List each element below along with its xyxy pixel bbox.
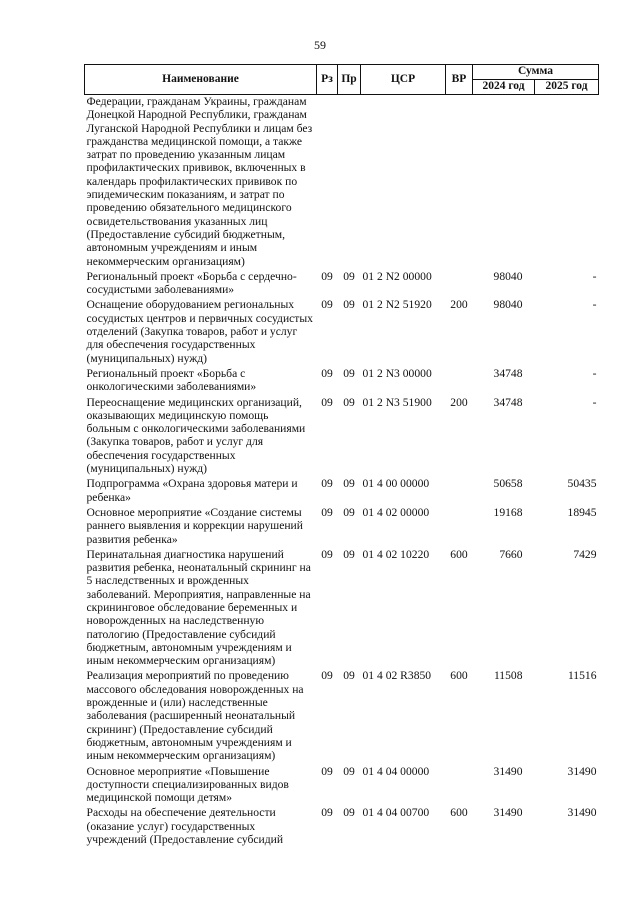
row-name: Оснащение оборудованием региональных сосудистых центров и первичных сосудистых отделений (Закупка товаров, работ и услуг для обеспечения государственных (муниципальных) нужд) [86, 298, 313, 365]
row-pr: 09 [343, 764, 355, 778]
row-name: Реализация мероприятий по проведению массового обследования новорожденных на врожденные и (или) наследственные заболевания (расширенный неонатальный скрининг) (Предоставление субсидий бюджетным, автономным учреждениям и иным некоммерческим организациям) [86, 669, 304, 763]
row-name: Основное мероприятие «Создание системы раннего выявления и коррекции нарушений развития ребенка» [86, 505, 303, 546]
row-rz: 09 [321, 477, 333, 491]
row-csr: 01 2 N3 51900 [362, 395, 432, 409]
header-sum: Сумма [473, 65, 599, 80]
row-csr: 01 4 00 00000 [362, 477, 430, 491]
row-name: Подпрограмма «Охрана здоровья матери и ребенка» [86, 477, 298, 504]
row-csr: 01 2 N2 00000 [362, 269, 432, 283]
row-csr: 01 2 N3 00000 [362, 366, 432, 380]
row-pr: 09 [343, 395, 355, 409]
header-name: Наименование [85, 65, 317, 95]
header-2025: 2025 год [535, 80, 599, 95]
row-sum-2024: 19168 [493, 505, 523, 519]
row-pr: 09 [343, 547, 355, 561]
row-sum-2024: 7660 [499, 547, 523, 561]
row-name: Перинатальная диагностика нарушений развития ребенка, неонатальный скрининг на 5 наследственных и врожденных заболеваний. Мероприятия, направленные на скрининговое обследование беременных и новорожденных на наследственную патологию (Предоставление субсидий бюджетным, автономным учреждениям и иным некоммерческим организациям) [86, 547, 311, 668]
row-pr [338, 95, 361, 270]
row-vr: 200 [450, 395, 468, 409]
row-pr: 09 [343, 477, 355, 491]
row-vr [446, 95, 473, 270]
row-csr: 01 2 N2 51920 [362, 298, 432, 312]
row-rz: 09 [321, 764, 333, 778]
header-csr: ЦСР [361, 65, 446, 95]
header-2024: 2024 год [473, 80, 535, 95]
budget-table [84, 64, 599, 848]
row-sum-2025: 50435 [567, 477, 597, 491]
table-header [85, 65, 599, 95]
row-vr: 600 [450, 669, 468, 683]
row-sum-2025 [535, 95, 599, 270]
row-name: Региональный проект «Борьба с онкологическими заболеваниями» [86, 366, 257, 394]
row-rz: 09 [321, 806, 333, 820]
table-row [85, 806, 599, 848]
row-rz: 09 [321, 298, 333, 312]
row-sum-2025: - [592, 395, 597, 409]
table-row [85, 270, 599, 299]
row-csr: 01 4 04 00700 [362, 806, 430, 820]
row-csr: 01 4 02 R3850 [362, 669, 432, 683]
row-sum-2024: 98040 [493, 298, 523, 312]
row-vr [446, 765, 473, 807]
row-pr: 09 [343, 366, 355, 380]
row-name: Региональный проект «Борьба с сердечно-сосудистыми заболеваниями» [86, 269, 297, 297]
row-pr: 09 [343, 806, 355, 820]
row-pr: 09 [343, 669, 355, 683]
page-number: 59 [314, 38, 326, 52]
row-vr [446, 367, 473, 396]
row-rz: 09 [321, 269, 333, 283]
row-sum-2025: 11516 [567, 669, 597, 683]
row-name: Переоснащение медицинских организаций, оказывающих медицинскую помощь больным с онкологическими заболеваниями (Закупка товаров, работ и услуг для обеспечения государственных (муниципальных) нужд) [86, 395, 306, 476]
row-name: Основное мероприятие «Повышение доступности специализированных видов медицинской помощи детям» [86, 764, 289, 805]
row-pr: 09 [343, 298, 355, 312]
row-sum-2024: 31490 [493, 764, 523, 778]
table-row [85, 506, 599, 548]
row-pr: 09 [343, 505, 355, 519]
table-row [85, 95, 599, 270]
row-sum-2024: 98040 [493, 269, 523, 283]
table-row [85, 548, 599, 670]
row-rz: 09 [321, 395, 333, 409]
row-vr [446, 477, 473, 506]
row-sum-2025: 18945 [567, 505, 597, 519]
row-sum-2024: 34748 [493, 395, 523, 409]
row-name: Расходы на обеспечение деятельности (оказание услуг) государственных учреждений (Предоставление субсидий [86, 806, 284, 847]
header-rz: Рз [317, 65, 338, 95]
row-sum-2024: 11508 [493, 669, 523, 683]
row-vr: 600 [450, 806, 468, 820]
row-vr [446, 270, 473, 299]
row-csr: 01 4 02 00000 [362, 505, 430, 519]
table-body [85, 95, 599, 849]
row-pr: 09 [343, 269, 355, 283]
row-csr: 01 4 02 10220 [362, 547, 430, 561]
row-sum-2025: 7429 [573, 547, 597, 561]
table-row [85, 669, 599, 764]
row-name: Федерации, гражданам Украины, гражданам Донецкой Народной Республики, гражданам Луганской Народной Республики и лицам без гражданства медицинской помощи, а также затрат по проведению указанным лицам профилактических прививок, включенных в календарь профилактических прививок по эпидемическим показаниям, и затрат по проведению обязательного медицинского освидетельствования указанных лиц (Предоставление субсидий бюджетным, автономным учреждениям и иным некоммерческим организациям) [86, 95, 313, 268]
row-rz [317, 95, 338, 270]
row-sum-2025: - [592, 366, 597, 380]
row-sum-2025: 31490 [567, 764, 597, 778]
row-sum-2025: - [592, 298, 597, 312]
row-sum-2024: 31490 [493, 806, 523, 820]
table-row [85, 396, 599, 478]
row-vr: 200 [450, 298, 468, 312]
table-row [85, 477, 599, 506]
row-vr: 600 [450, 547, 468, 561]
row-sum-2025: - [592, 269, 597, 283]
row-sum-2024 [473, 95, 535, 270]
row-rz: 09 [321, 505, 333, 519]
row-vr [446, 506, 473, 548]
header-vr: ВР [446, 65, 473, 95]
row-rz: 09 [321, 366, 333, 380]
row-sum-2025: 31490 [567, 806, 597, 820]
row-sum-2024: 34748 [493, 366, 523, 380]
row-sum-2024: 50658 [493, 477, 523, 491]
table-row [85, 367, 599, 396]
row-csr: 01 4 04 00000 [362, 764, 430, 778]
header-pr: Пр [338, 65, 361, 95]
row-rz: 09 [321, 547, 333, 561]
table-row [85, 298, 599, 366]
row-rz: 09 [321, 669, 333, 683]
budget-table-container [84, 64, 598, 848]
row-csr [361, 95, 446, 270]
table-row [85, 765, 599, 807]
